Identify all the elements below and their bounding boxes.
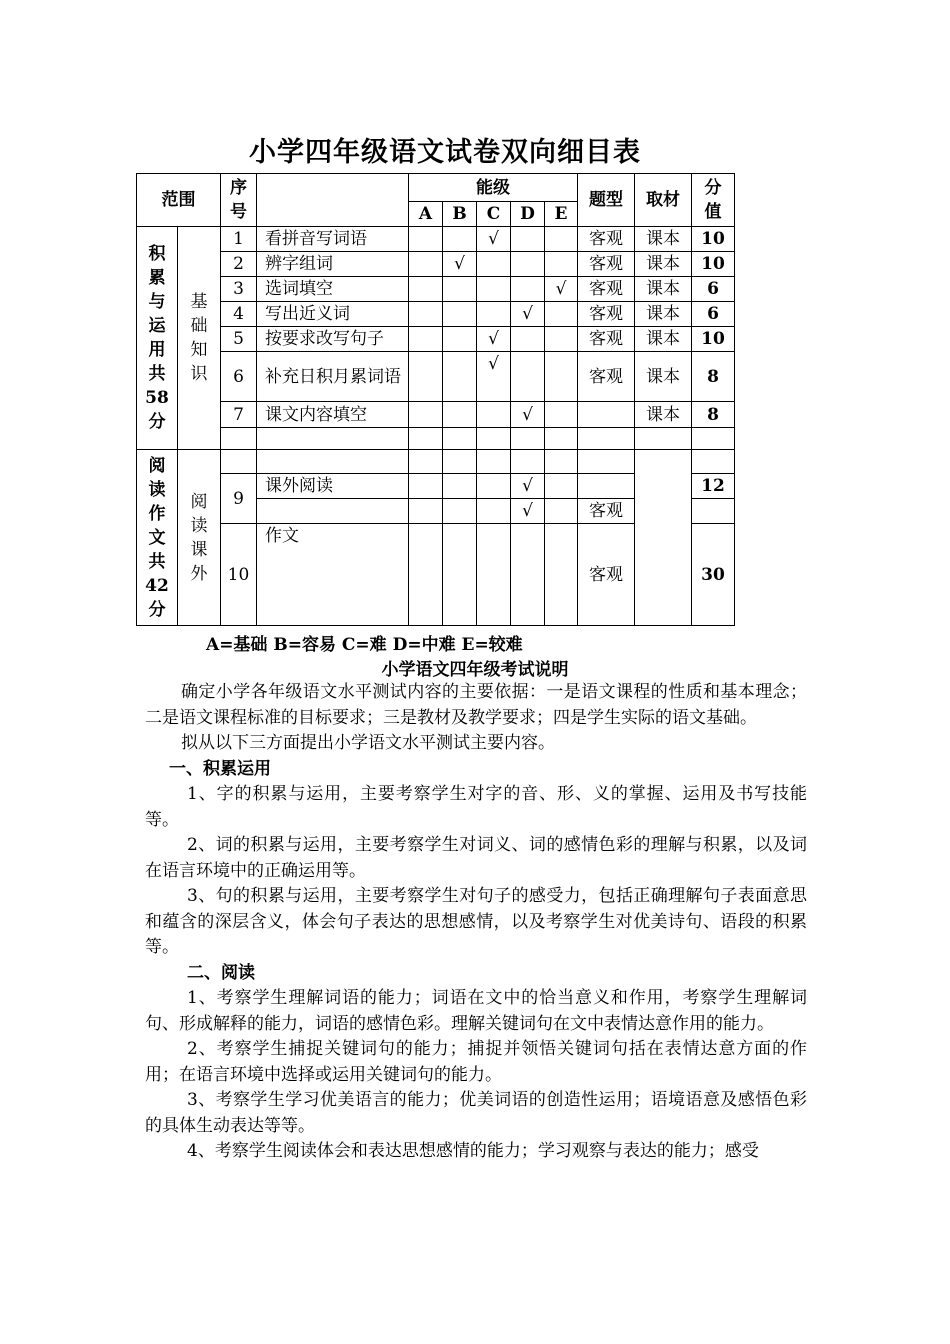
table-row: √ 客观: [137, 499, 735, 524]
level-e: E: [545, 202, 578, 227]
table-row: 积 累 与 运 用 共 58 分 基 础 知 识 1 看拼音写词语 √ 客观 课本 10: [137, 227, 735, 252]
table-row: [137, 428, 735, 450]
header-content: [257, 174, 409, 227]
check-mark: √: [511, 302, 545, 327]
paragraph: 4、考察学生阅读体会和表达思想感情的能力；学习观察与表达的能力；感受: [187, 1141, 759, 1161]
check-mark: √: [511, 402, 545, 428]
table-row: 6 补充日积月累词语 √ 客观 课本 8: [137, 352, 735, 402]
section-accumulation: 积 累 与 运 用 共 58 分: [137, 227, 178, 450]
description-body: [145, 680, 807, 1165]
level-a: A: [409, 202, 443, 227]
level-b: B: [443, 202, 477, 227]
check-mark: √: [477, 352, 511, 402]
paragraph: 2、词的积累与运用，主要考察学生对词义、词的感情色彩的理解与积累，以及词在语言环境中的正确运用等。: [145, 835, 807, 881]
check-mark: √: [511, 474, 545, 499]
paragraph: 3、考察学生学习优美语言的能力；优美词语的创造性运用；语境语意及感悟色彩的具体生动表达等等。: [145, 1090, 807, 1136]
exam-description-title: 小学语文四年级考试说明: [381, 660, 569, 680]
table-row: 2 辨字组词 √ 客观 课本 10: [137, 252, 735, 277]
table-row: 10 作文 客观 30: [137, 524, 735, 626]
check-mark: √: [511, 499, 545, 524]
paragraph: 3、句的积累与运用，主要考察学生对句子的感受力，包括正确理解句子表面意思和蕴含的深层含义，体会句子表达的思想感情，以及考察学生对优美诗句、语段的积累等。: [145, 886, 807, 957]
table-row: 3 选词填空 √ 客观 课本 6: [137, 277, 735, 302]
table-row: [137, 450, 735, 474]
header-ability: 能级: [409, 174, 578, 202]
spec-table: [136, 173, 735, 626]
level-legend: A=基础 B=容易 C=难 D=中难 E=较难: [206, 635, 523, 655]
table-row: 4 写出近义词 √ 客观 课本 6: [137, 302, 735, 327]
subsection-reading: 阅 读 课 外: [178, 450, 221, 626]
level-d: D: [511, 202, 545, 227]
table-row: 7 课文内容填空 √ 课本 8: [137, 402, 735, 428]
header-source: 取材: [635, 174, 692, 227]
check-mark: √: [545, 277, 578, 302]
page-title: 小学四年级语文试卷双向细目表: [249, 137, 641, 168]
header-type: 题型: [578, 174, 635, 227]
paragraph: 确定小学各年级语文水平测试内容的主要依据：一是语文课程的性质和基本理念；二是语文课程标准的目标要求；三是教材及教学要求；四是学生实际的语文基础。: [145, 682, 807, 728]
section-heading: 一、积累运用: [169, 758, 271, 779]
paragraph: 1、字的积累与运用，主要考察学生对字的音、形、义的掌握、运用及书写技能等。: [145, 784, 807, 830]
header-seq: 序 号: [221, 174, 257, 227]
check-mark: √: [443, 252, 477, 277]
header-score: 分 值: [692, 174, 735, 227]
paragraph: 1、考察学生理解词语的能力；词语在文中的恰当意义和作用，考察学生理解词句、形成解释的能力，词语的感情色彩。理解关键词句在文中表情达意作用的能力。: [145, 988, 807, 1034]
table-row: 9 课外阅读 √ 12: [137, 474, 735, 499]
check-mark: √: [477, 227, 511, 252]
section-reading-writing: 阅 读 作 文 共 42 分: [137, 450, 178, 626]
section-heading: 二、阅读: [187, 962, 255, 983]
check-mark: √: [477, 327, 511, 352]
table-row: 5 按要求改写句子 √ 客观 课本 10: [137, 327, 735, 352]
subsection-basic: 基 础 知 识: [178, 227, 221, 450]
paragraph: 拟从以下三方面提出小学语文水平测试主要内容。: [181, 733, 555, 753]
level-c: C: [477, 202, 511, 227]
paragraph: 2、考察学生捕捉关键词句的能力；捕捉并领悟关键词句括在表情达意方面的作用；在语言环境中选择或运用关键词句的能力。: [145, 1039, 807, 1085]
header-scope: 范围: [137, 174, 221, 227]
